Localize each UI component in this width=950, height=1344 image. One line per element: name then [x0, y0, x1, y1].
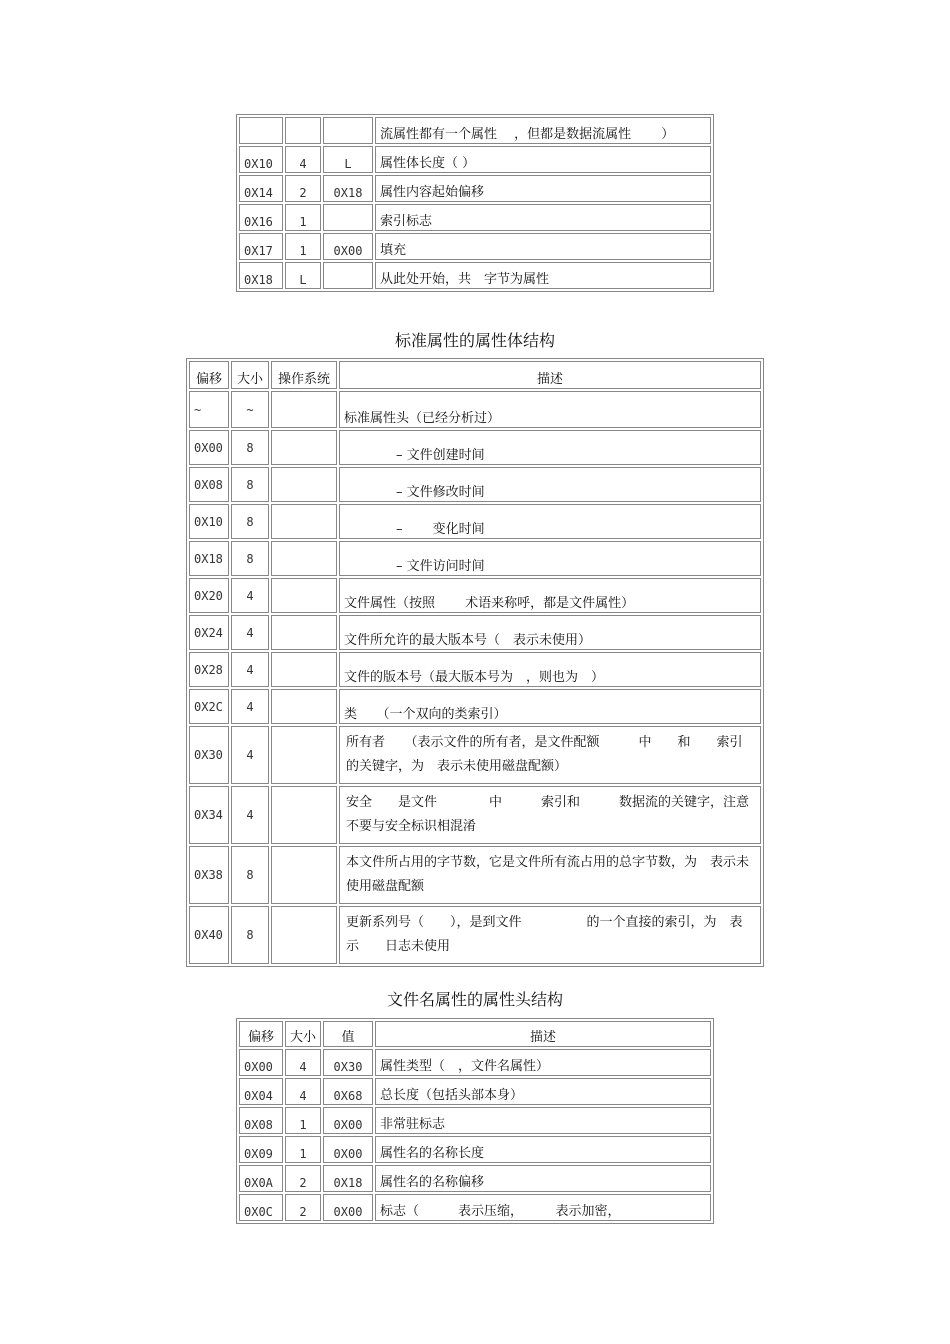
table-standard-info-body [186, 358, 764, 967]
cell-size: 4 [231, 615, 269, 650]
cell-offset: 0X38 [189, 846, 229, 904]
cell-description: – 文件创建时间 [339, 430, 761, 465]
table-row [189, 391, 761, 428]
cell-description: 标准属性头（已经分析过） [339, 391, 761, 428]
cell-offset: 0X18 [189, 541, 229, 576]
table-row [189, 615, 761, 650]
cell-os [271, 652, 337, 687]
cell-offset: 0X00 [189, 430, 229, 465]
cell-offset: 0X09 [239, 1136, 283, 1163]
cell-offset: 0X10 [189, 504, 229, 539]
cell-size: 8 [231, 541, 269, 576]
cell-offset: 0X04 [239, 1078, 283, 1105]
cell-description: 本文件所占用的字节数，它是文件所有流占用的总字节数，为 表示未使用磁盘配额 [339, 846, 761, 904]
table-header-row [239, 1021, 711, 1047]
cell-description: 属性体长度（ ） [375, 146, 711, 173]
header-os: 操作系统 [271, 361, 337, 389]
header-description: 描述 [339, 361, 761, 389]
cell-offset: 0X34 [189, 786, 229, 844]
cell-size: 2 [285, 175, 321, 202]
table2-title: 标准属性的属性体结构 [394, 331, 555, 350]
cell-os [271, 906, 337, 964]
table-row [189, 906, 761, 964]
table-filename-attr-header [236, 1018, 714, 1224]
cell-offset: 0X10 [239, 146, 283, 173]
cell-os [271, 846, 337, 904]
cell-description: 类 （一个双向的类索引） [339, 689, 761, 724]
cell-size: 4 [231, 689, 269, 724]
cell-size: ~ [231, 391, 269, 428]
cell-size: 1 [285, 1136, 321, 1163]
header-size: 大小 [231, 361, 269, 389]
table-header-row [189, 361, 761, 389]
table-row [239, 1165, 711, 1192]
table-row [239, 1136, 711, 1163]
cell-description: 从此处开始，共 字节为属性 [375, 262, 711, 289]
table-row [239, 146, 711, 173]
cell-description: 文件属性（按照 术语来称呼，都是文件属性） [339, 578, 761, 613]
cell-description: 索引标志 [375, 204, 711, 231]
table-row [239, 262, 711, 289]
table-row [239, 204, 711, 231]
cell-value: 0X18 [323, 175, 373, 202]
cell-size: 2 [285, 1165, 321, 1192]
cell-os [271, 430, 337, 465]
table-row [189, 541, 761, 576]
table-row [239, 1049, 711, 1076]
cell-offset: 0X30 [189, 726, 229, 784]
cell-os [271, 689, 337, 724]
table-row [189, 652, 761, 687]
cell-offset: 0X08 [239, 1107, 283, 1134]
cell-description: 标志（ 表示压缩， 表示加密， [375, 1194, 711, 1221]
cell-offset: 0X28 [189, 652, 229, 687]
cell-offset: 0X14 [239, 175, 283, 202]
cell-size: 8 [231, 906, 269, 964]
cell-size: 8 [231, 430, 269, 465]
cell-offset: 0X20 [189, 578, 229, 613]
cell-description: 流属性都有一个属性 ，但都是数据流属性 ） [375, 117, 711, 144]
cell-size: 4 [231, 726, 269, 784]
cell-description: 属性类型（ ，文件名属性） [375, 1049, 711, 1076]
cell-description: 属性名的名称长度 [375, 1136, 711, 1163]
cell-value: 0X68 [323, 1078, 373, 1105]
cell-offset: 0X16 [239, 204, 283, 231]
cell-offset: 0X24 [189, 615, 229, 650]
cell-description: 总长度（包括头部本身） [375, 1078, 711, 1105]
table-row [189, 467, 761, 502]
table-row [239, 117, 711, 144]
table-row [239, 1107, 711, 1134]
cell-description: 文件的版本号（最大版本号为 ，则也为 ） [339, 652, 761, 687]
cell-size: 1 [285, 1107, 321, 1134]
table-row [239, 233, 711, 260]
cell-offset: 0X18 [239, 262, 283, 289]
cell-description: 属性内容起始偏移 [375, 175, 711, 202]
header-size: 大小 [285, 1021, 321, 1047]
cell-offset: 0X00 [239, 1049, 283, 1076]
cell-offset: ~ [189, 391, 229, 428]
table-row [239, 175, 711, 202]
cell-size: L [285, 262, 321, 289]
cell-size [285, 117, 321, 144]
cell-value [323, 117, 373, 144]
cell-os [271, 726, 337, 784]
table-row [239, 1078, 711, 1105]
cell-os [271, 786, 337, 844]
cell-os [271, 615, 337, 650]
cell-size: 4 [231, 578, 269, 613]
cell-size: 8 [231, 467, 269, 502]
cell-offset [239, 117, 283, 144]
table-row [189, 726, 761, 784]
cell-size: 2 [285, 1194, 321, 1221]
cell-description: – 文件访问时间 [339, 541, 761, 576]
cell-description: 填充 [375, 233, 711, 260]
cell-description: 文件所允许的最大版本号（ 表示未使用） [339, 615, 761, 650]
cell-value: L [323, 146, 373, 173]
table-row [189, 846, 761, 904]
cell-os [271, 467, 337, 502]
cell-size: 4 [285, 146, 321, 173]
cell-value: 0X00 [323, 1136, 373, 1163]
cell-description: 安全 是文件 中 索引和 数据流的关键字，注意不要与安全标识相混淆 [339, 786, 761, 844]
cell-offset: 0X08 [189, 467, 229, 502]
cell-value: 0X00 [323, 1107, 373, 1134]
cell-size: 4 [285, 1049, 321, 1076]
header-offset: 偏移 [189, 361, 229, 389]
table-row [189, 786, 761, 844]
cell-offset: 0X40 [189, 906, 229, 964]
table3-title: 文件名属性的属性头结构 [386, 990, 563, 1009]
cell-size: 8 [231, 504, 269, 539]
cell-description: 更新系列号（ ），是到文件 的一个直接的索引，为 表示 日志未使用 [339, 906, 761, 964]
cell-offset: 0X17 [239, 233, 283, 260]
table-row [189, 578, 761, 613]
cell-size: 1 [285, 204, 321, 231]
cell-os [271, 504, 337, 539]
cell-os [271, 541, 337, 576]
cell-size: 4 [285, 1078, 321, 1105]
cell-os [271, 578, 337, 613]
cell-offset: 0X0A [239, 1165, 283, 1192]
cell-size: 4 [231, 652, 269, 687]
header-offset: 偏移 [239, 1021, 283, 1047]
cell-description: 属性名的名称偏移 [375, 1165, 711, 1192]
cell-offset: 0X0C [239, 1194, 283, 1221]
cell-value: 0X00 [323, 1194, 373, 1221]
cell-size: 8 [231, 846, 269, 904]
table-attr-header-continued [236, 114, 714, 292]
cell-description: 非常驻标志 [375, 1107, 711, 1134]
table-row [189, 430, 761, 465]
cell-value: 0X00 [323, 233, 373, 260]
cell-value: 0X30 [323, 1049, 373, 1076]
cell-description: 所有者 （表示文件的所有者，是文件配额 中 和 索引的关键字，为 表示未使用磁盘配额） [339, 726, 761, 784]
cell-value: 0X18 [323, 1165, 373, 1192]
table-row [239, 1194, 711, 1221]
cell-description: – 文件修改时间 [339, 467, 761, 502]
cell-size: 1 [285, 233, 321, 260]
table-row [189, 689, 761, 724]
cell-value [323, 204, 373, 231]
table-row [189, 504, 761, 539]
cell-description: – 变化时间 [339, 504, 761, 539]
cell-os [271, 391, 337, 428]
cell-offset: 0X2C [189, 689, 229, 724]
header-description: 描述 [375, 1021, 711, 1047]
cell-value [323, 262, 373, 289]
cell-size: 4 [231, 786, 269, 844]
header-value: 值 [323, 1021, 373, 1047]
